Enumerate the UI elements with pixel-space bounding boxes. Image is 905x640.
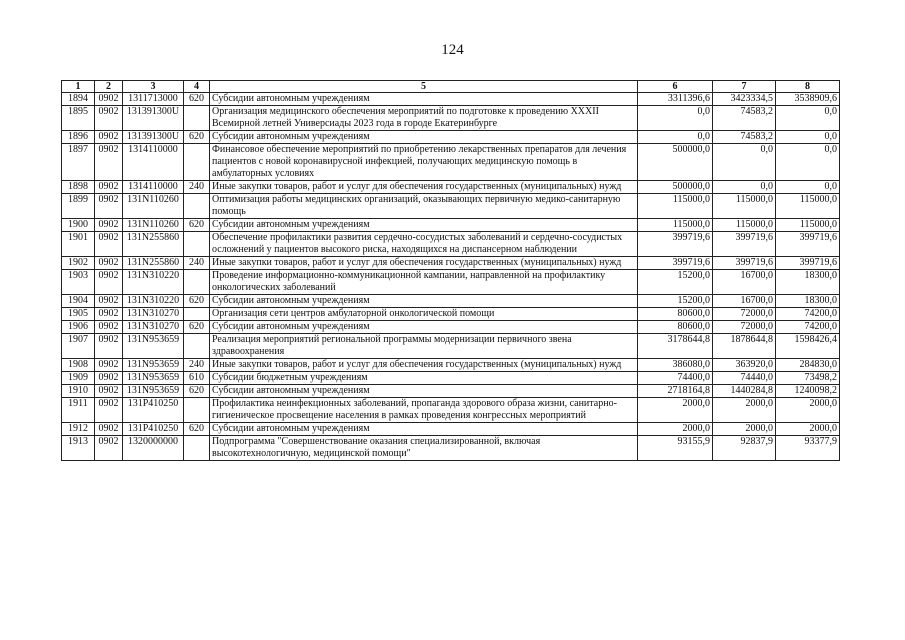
section-code-cell: 0902 xyxy=(95,334,123,359)
header-row xyxy=(62,81,840,93)
description-cell: Субсидии автономным учреждениям xyxy=(210,131,638,144)
amount-col8-cell: 115000,0 xyxy=(776,194,840,219)
row-number-cell: 1910 xyxy=(62,385,95,398)
target-code-cell: 1311713000 xyxy=(123,93,184,106)
amount-col6-cell: 399719,6 xyxy=(638,232,713,257)
amount-col6-cell: 80600,0 xyxy=(638,321,713,334)
expense-type-cell: 620 xyxy=(184,423,210,436)
target-code-cell: 131391300U xyxy=(123,131,184,144)
header-cell: 3 xyxy=(123,81,184,93)
row-number-cell: 1905 xyxy=(62,308,95,321)
expense-type-cell: 620 xyxy=(184,385,210,398)
row-number-cell: 1900 xyxy=(62,219,95,232)
expense-type-cell: 240 xyxy=(184,257,210,270)
description-cell: Субсидии автономным учреждениям xyxy=(210,321,638,334)
amount-col8-cell: 93377,9 xyxy=(776,436,840,461)
amount-col6-cell: 15200,0 xyxy=(638,295,713,308)
amount-col8-cell: 74200,0 xyxy=(776,321,840,334)
table-row xyxy=(62,398,840,423)
amount-col6-cell: 2000,0 xyxy=(638,398,713,423)
target-code-cell: 131N310220 xyxy=(123,295,184,308)
row-number-cell: 1912 xyxy=(62,423,95,436)
target-code-cell: 131P410250 xyxy=(123,398,184,423)
target-code-cell: 131N255860 xyxy=(123,232,184,257)
section-code-cell: 0902 xyxy=(95,295,123,308)
amount-col6-cell: 115000,0 xyxy=(638,194,713,219)
amount-col8-cell: 0,0 xyxy=(776,181,840,194)
expense-type-cell xyxy=(184,144,210,181)
amount-col8-cell: 399719,6 xyxy=(776,257,840,270)
expense-type-cell: 610 xyxy=(184,372,210,385)
amount-col7-cell: 1440284,8 xyxy=(713,385,776,398)
amount-col6-cell: 80600,0 xyxy=(638,308,713,321)
header-cell: 4 xyxy=(184,81,210,93)
header-cell: 2 xyxy=(95,81,123,93)
amount-col7-cell: 72000,0 xyxy=(713,308,776,321)
amount-col8-cell: 284830,0 xyxy=(776,359,840,372)
section-code-cell: 0902 xyxy=(95,270,123,295)
description-cell: Реализация мероприятий региональной программы модернизации первичного звена здравоохранения xyxy=(210,334,638,359)
target-code-cell: 131N310270 xyxy=(123,321,184,334)
description-cell: Подпрограмма "Совершенствование оказания специализированной, включая высокотехнологичную, медицинской помощи" xyxy=(210,436,638,461)
amount-col6-cell: 2000,0 xyxy=(638,423,713,436)
table-row xyxy=(62,194,840,219)
amount-col7-cell: 0,0 xyxy=(713,181,776,194)
expense-type-cell xyxy=(184,436,210,461)
amount-col8-cell: 1240098,2 xyxy=(776,385,840,398)
amount-col7-cell: 0,0 xyxy=(713,144,776,181)
expense-type-cell: 620 xyxy=(184,131,210,144)
amount-col8-cell: 1598426,4 xyxy=(776,334,840,359)
description-cell: Профилактика неинфекционных заболеваний, пропаганда здорового образа жизни, санитарно-гигиеническое просвещение населения в рамках проведения конгрессных мероприятий xyxy=(210,398,638,423)
amount-col7-cell: 399719,6 xyxy=(713,232,776,257)
target-code-cell: 131391300U xyxy=(123,106,184,131)
expense-type-cell: 240 xyxy=(184,181,210,194)
target-code-cell: 131N310220 xyxy=(123,270,184,295)
expense-type-cell xyxy=(184,334,210,359)
expense-type-cell xyxy=(184,308,210,321)
section-code-cell: 0902 xyxy=(95,385,123,398)
target-code-cell: 1320000000 xyxy=(123,436,184,461)
table-row xyxy=(62,423,840,436)
amount-col8-cell: 18300,0 xyxy=(776,295,840,308)
target-code-cell: 131N953659 xyxy=(123,385,184,398)
section-code-cell: 0902 xyxy=(95,308,123,321)
expense-type-cell xyxy=(184,194,210,219)
description-cell: Оптимизация работы медицинских организаций, оказывающих первичную медико-санитарную помощь xyxy=(210,194,638,219)
expense-type-cell: 240 xyxy=(184,359,210,372)
row-number-cell: 1913 xyxy=(62,436,95,461)
table-row xyxy=(62,385,840,398)
table-row xyxy=(62,106,840,131)
table-row xyxy=(62,359,840,372)
amount-col7-cell: 74583,2 xyxy=(713,131,776,144)
target-code-cell: 131N110260 xyxy=(123,219,184,232)
amount-col8-cell: 18300,0 xyxy=(776,270,840,295)
table-row xyxy=(62,334,840,359)
expense-type-cell xyxy=(184,232,210,257)
section-code-cell: 0902 xyxy=(95,144,123,181)
description-cell: Субсидии автономным учреждениям xyxy=(210,219,638,232)
row-number-cell: 1896 xyxy=(62,131,95,144)
table-row xyxy=(62,219,840,232)
row-number-cell: 1906 xyxy=(62,321,95,334)
amount-col7-cell: 74440,0 xyxy=(713,372,776,385)
amount-col6-cell: 3311396,6 xyxy=(638,93,713,106)
header-cell: 1 xyxy=(62,81,95,93)
target-code-cell: 131N310270 xyxy=(123,308,184,321)
row-number-cell: 1898 xyxy=(62,181,95,194)
amount-col6-cell: 0,0 xyxy=(638,131,713,144)
description-cell: Субсидии бюджетным учреждениям xyxy=(210,372,638,385)
amount-col6-cell: 74400,0 xyxy=(638,372,713,385)
description-cell: Субсидии автономным учреждениям xyxy=(210,295,638,308)
description-cell: Обеспечение профилактики развития сердечно-сосудистых заболеваний и сердечно-сосудистых осложнений у пациентов высокого риска, находящихся на диспансерном наблюдении xyxy=(210,232,638,257)
amount-col7-cell: 92837,9 xyxy=(713,436,776,461)
header-cell: 6 xyxy=(638,81,713,93)
expense-type-cell: 620 xyxy=(184,219,210,232)
description-cell: Организация медицинского обеспечения мероприятий по подготовке к проведению XXXII Всемирной летней Универсиады 2023 года в городе Екатеринбурге xyxy=(210,106,638,131)
expense-type-cell: 620 xyxy=(184,93,210,106)
table-row xyxy=(62,144,840,181)
header-cell: 7 xyxy=(713,81,776,93)
row-number-cell: 1902 xyxy=(62,257,95,270)
amount-col6-cell: 500000,0 xyxy=(638,144,713,181)
row-number-cell: 1911 xyxy=(62,398,95,423)
row-number-cell: 1895 xyxy=(62,106,95,131)
amount-col6-cell: 399719,6 xyxy=(638,257,713,270)
table-row xyxy=(62,270,840,295)
table-row xyxy=(62,295,840,308)
amount-col7-cell: 2000,0 xyxy=(713,398,776,423)
row-number-cell: 1908 xyxy=(62,359,95,372)
section-code-cell: 0902 xyxy=(95,181,123,194)
section-code-cell: 0902 xyxy=(95,131,123,144)
table-row xyxy=(62,131,840,144)
section-code-cell: 0902 xyxy=(95,321,123,334)
amount-col7-cell: 399719,6 xyxy=(713,257,776,270)
amount-col7-cell: 363920,0 xyxy=(713,359,776,372)
target-code-cell: 131N953659 xyxy=(123,359,184,372)
row-number-cell: 1894 xyxy=(62,93,95,106)
amount-col8-cell: 0,0 xyxy=(776,131,840,144)
header-cell: 5 xyxy=(210,81,638,93)
description-cell: Иные закупки товаров, работ и услуг для обеспечения государственных (муниципальных) нужд xyxy=(210,359,638,372)
target-code-cell: 131P410250 xyxy=(123,423,184,436)
section-code-cell: 0902 xyxy=(95,219,123,232)
amount-col6-cell: 386080,0 xyxy=(638,359,713,372)
section-code-cell: 0902 xyxy=(95,194,123,219)
target-code-cell: 131N953659 xyxy=(123,334,184,359)
amount-col8-cell: 115000,0 xyxy=(776,219,840,232)
table-row xyxy=(62,321,840,334)
section-code-cell: 0902 xyxy=(95,436,123,461)
amount-col7-cell: 3423334,5 xyxy=(713,93,776,106)
table-row xyxy=(62,257,840,270)
description-cell: Проведение информационно-коммуникационной кампании, направленной на профилактику онкологических заболеваний xyxy=(210,270,638,295)
amount-col7-cell: 115000,0 xyxy=(713,194,776,219)
amount-col8-cell: 2000,0 xyxy=(776,398,840,423)
expense-type-cell: 620 xyxy=(184,321,210,334)
description-cell: Финансовое обеспечение мероприятий по приобретению лекарственных препаратов для лечения пациентов с новой коронавирусной инфекцией, получающих медицинскую помощь в амбулаторных условиях xyxy=(210,144,638,181)
amount-col7-cell: 1878644,8 xyxy=(713,334,776,359)
row-number-cell: 1909 xyxy=(62,372,95,385)
section-code-cell: 0902 xyxy=(95,232,123,257)
amount-col7-cell: 115000,0 xyxy=(713,219,776,232)
page-number: 124 xyxy=(441,42,464,58)
amount-col7-cell: 16700,0 xyxy=(713,295,776,308)
amount-col6-cell: 2718164,8 xyxy=(638,385,713,398)
target-code-cell: 131N255860 xyxy=(123,257,184,270)
section-code-cell: 0902 xyxy=(95,257,123,270)
amount-col8-cell: 73498,2 xyxy=(776,372,840,385)
target-code-cell: 131N953659 xyxy=(123,372,184,385)
table-row xyxy=(62,181,840,194)
amount-col6-cell: 15200,0 xyxy=(638,270,713,295)
row-number-cell: 1907 xyxy=(62,334,95,359)
amount-col8-cell: 2000,0 xyxy=(776,423,840,436)
row-number-cell: 1901 xyxy=(62,232,95,257)
section-code-cell: 0902 xyxy=(95,359,123,372)
description-cell: Субсидии автономным учреждениям xyxy=(210,93,638,106)
expense-type-cell xyxy=(184,270,210,295)
amount-col8-cell: 3538909,6 xyxy=(776,93,840,106)
description-cell: Субсидии автономным учреждениям xyxy=(210,385,638,398)
amount-col8-cell: 0,0 xyxy=(776,106,840,131)
amount-col6-cell: 93155,9 xyxy=(638,436,713,461)
description-cell: Иные закупки товаров, работ и услуг для обеспечения государственных (муниципальных) нужд xyxy=(210,257,638,270)
expense-type-cell xyxy=(184,106,210,131)
amount-col6-cell: 500000,0 xyxy=(638,181,713,194)
row-number-cell: 1899 xyxy=(62,194,95,219)
amount-col7-cell: 2000,0 xyxy=(713,423,776,436)
amount-col6-cell: 0,0 xyxy=(638,106,713,131)
amount-col8-cell: 399719,6 xyxy=(776,232,840,257)
amount-col8-cell: 74200,0 xyxy=(776,308,840,321)
description-cell: Организация сети центров амбулаторной онкологической помощи xyxy=(210,308,638,321)
section-code-cell: 0902 xyxy=(95,398,123,423)
table-row xyxy=(62,308,840,321)
amount-col6-cell: 3178644,8 xyxy=(638,334,713,359)
amount-col7-cell: 72000,0 xyxy=(713,321,776,334)
amount-col8-cell: 0,0 xyxy=(776,144,840,181)
row-number-cell: 1897 xyxy=(62,144,95,181)
expense-type-cell xyxy=(184,398,210,423)
description-cell: Иные закупки товаров, работ и услуг для обеспечения государственных (муниципальных) нужд xyxy=(210,181,638,194)
row-number-cell: 1903 xyxy=(62,270,95,295)
expense-type-cell: 620 xyxy=(184,295,210,308)
table-row xyxy=(62,93,840,106)
amount-col6-cell: 115000,0 xyxy=(638,219,713,232)
table-row xyxy=(62,372,840,385)
header-cell: 8 xyxy=(776,81,840,93)
table-row xyxy=(62,232,840,257)
target-code-cell: 131N110260 xyxy=(123,194,184,219)
section-code-cell: 0902 xyxy=(95,106,123,131)
section-code-cell: 0902 xyxy=(95,372,123,385)
amount-col7-cell: 16700,0 xyxy=(713,270,776,295)
section-code-cell: 0902 xyxy=(95,93,123,106)
row-number-cell: 1904 xyxy=(62,295,95,308)
target-code-cell: 1314110000 xyxy=(123,181,184,194)
amount-col7-cell: 74583,2 xyxy=(713,106,776,131)
table-row xyxy=(62,436,840,461)
description-cell: Субсидии автономным учреждениям xyxy=(210,423,638,436)
target-code-cell: 1314110000 xyxy=(123,144,184,181)
section-code-cell: 0902 xyxy=(95,423,123,436)
budget-table xyxy=(61,80,840,461)
